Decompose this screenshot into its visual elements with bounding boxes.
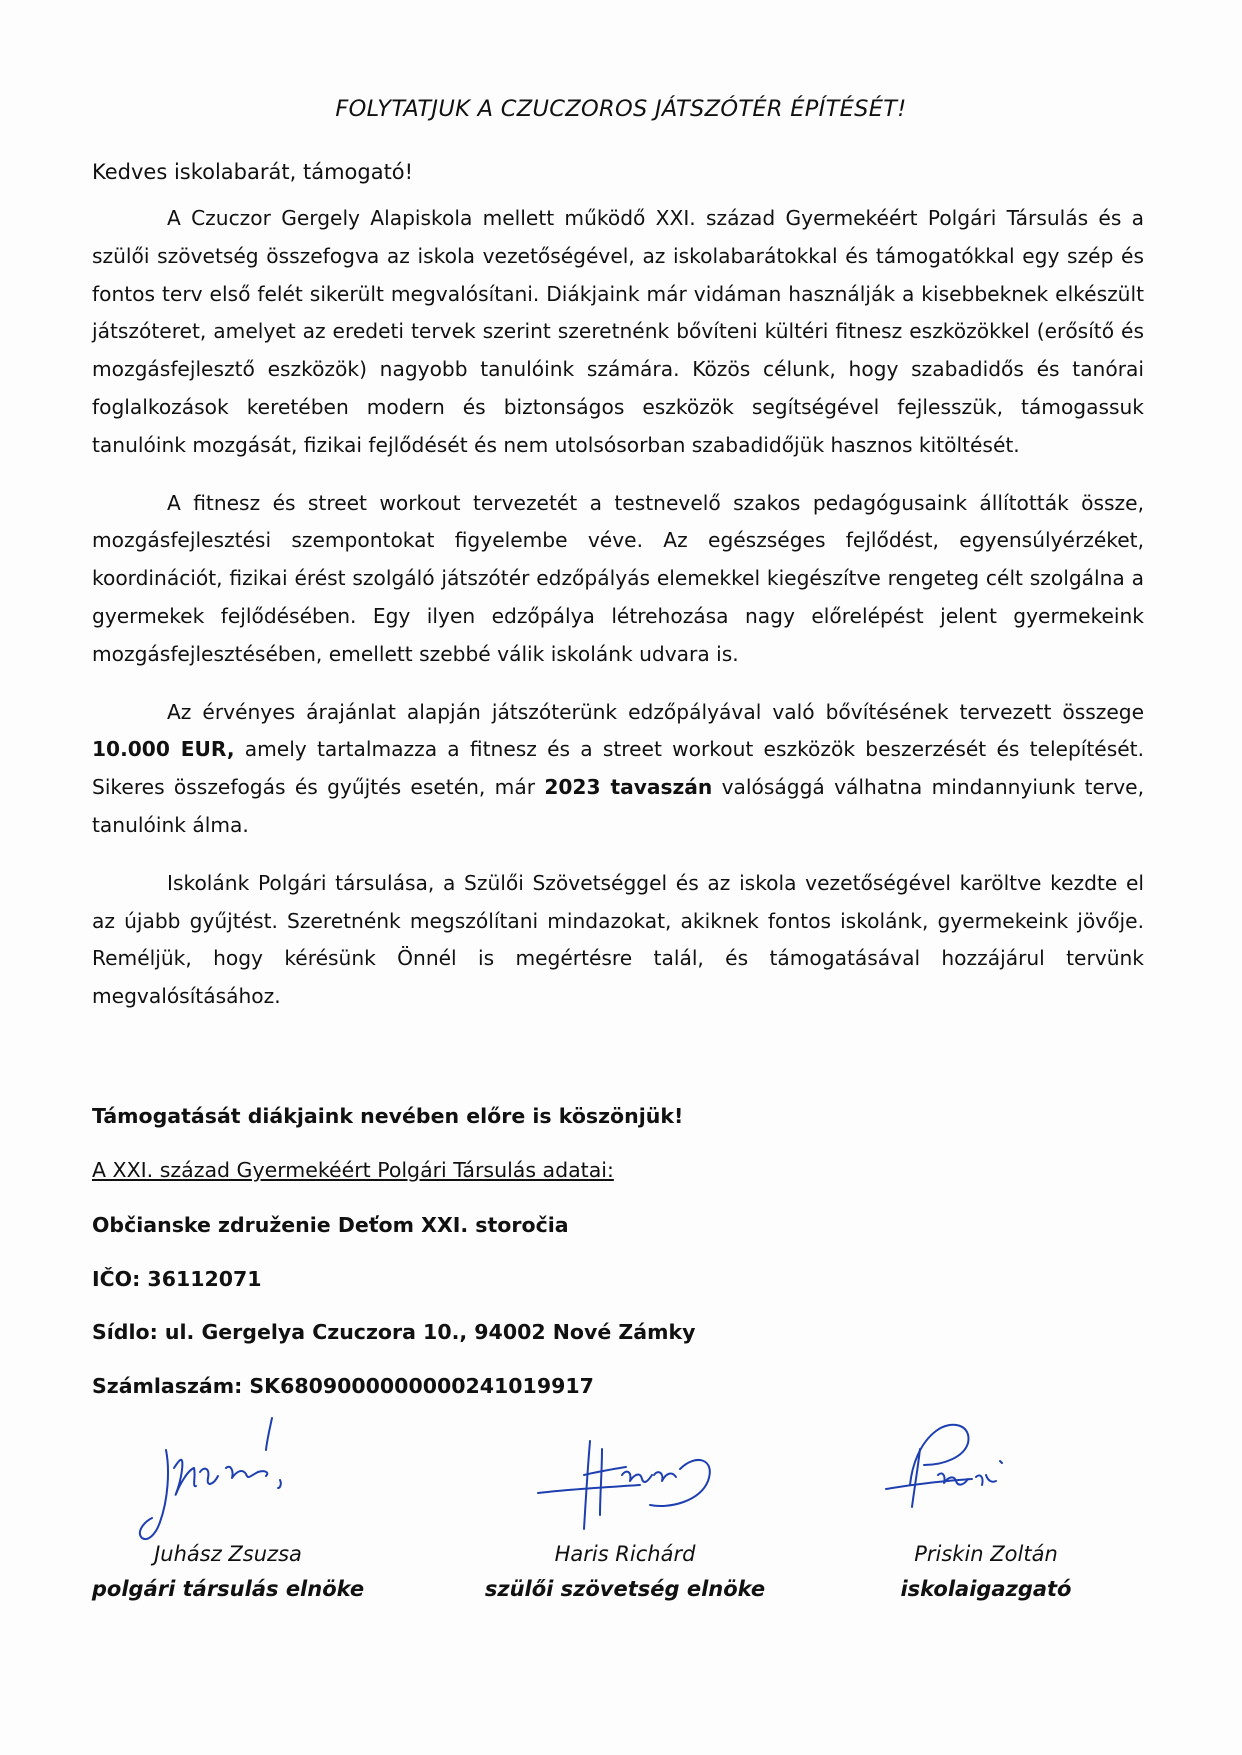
- paragraph-3-text-c: valósággá válhatna mindannyiunk terve, tanulóink álma.: [92, 775, 1144, 837]
- paragraph-3-text-a: Az érvényes árajánlat alapján játszóterünk edzőpályával való bővítésének tervezett összege: [167, 699, 1144, 724]
- org-ico: IČO: 36112071: [92, 1267, 262, 1291]
- org-heading: A XXI. század Gyermekéért Polgári Társulás adatai:: [92, 1158, 614, 1182]
- signatory-3: [866, 1537, 1106, 1607]
- signatory-2-name: Haris Richárd: [554, 1542, 696, 1566]
- signature-3-image: [880, 1415, 1030, 1525]
- target-date: 2023 tavaszán: [544, 775, 713, 800]
- org-account: Számlaszám: SK6809000000000241019917: [92, 1374, 594, 1398]
- signatory-3-name: Priskin Zoltán: [914, 1542, 1058, 1566]
- signatory-1-name: Juhász Zsuzsa: [154, 1542, 302, 1566]
- signatory-2-role: szülői szövetség elnöke: [484, 1577, 766, 1601]
- salutation: Kedves iskolabarát, támogató!: [92, 160, 414, 184]
- paragraph-2: A fitnesz és street workout tervezetét a testnevelő szakos pedagógusaink állították össze, mozgásfejlesztési szempontokat figyelembe véve. Az egészséges fejlődést, egyensúlyérzéket, koordinációt, fizikai érést szolgáló játszótér edzőpályás elemekkel kiegészítve rengeteg célt szolgálna a gyermekek fejlődésében. Egy ilyen edzőpálya létrehozása nagy előrelépést jelent gyermekeink mozgásfejlesztésében, emellett szebbé válik iskolánk udvara is.: [92, 490, 1144, 666]
- letter-title: FOLYTATJUK A CZUCZOROS JÁTSZÓTÉR ÉPÍTÉSÉT!: [335, 96, 907, 122]
- paragraph-1: A Czuczor Gergely Alapiskola mellett működő XXI. század Gyermekéért Polgári Társulás és a szülői szövetség összefogva az iskola vezetőségével, az iskolabarátokkal és támogatókkal egy szép és fontos terv első felét sikerült megvalósítani. Diákjaink már vidáman használják a kisebbeknek elkészült játszóteret, amelyet az eredeti tervek szerint szeretnénk bővíteni kültéri fitnesz eszközökkel (erősítő és mozgásfejlesztő eszközök) nagyobb tanulóink számára. Közös célunk, hogy szabadidős és tanórai foglalkozások keretében modern és biztonságos eszközök segítségével fejlesszük, támogassuk tanulóink mozgását, fizikai fejlődését és nem utolsósorban szabadidőjük hasznos kitöltését.: [92, 206, 1144, 457]
- signatory-1: [78, 1537, 378, 1607]
- org-name: Občianske združenie Deťom XXI. storočia: [92, 1213, 569, 1237]
- paragraph-3-text-b: amely tartalmazza a fitnesz és a street workout eszközök beszerzését és telepítését. Sikeres összefogás és gyűjtés esetén, már: [92, 737, 1144, 800]
- signatory-2: [475, 1537, 775, 1607]
- thanks-line: Támogatását diákjaink nevében előre is köszönjük!: [92, 1104, 684, 1128]
- paragraph-4: Iskolánk Polgári társulása, a Szülői Szövetséggel és az iskola vezetőségével karöltve kezdte el az újabb gyűjtést. Szeretnénk megszólítani mindazokat, akiknek fontos iskolánk, gyermekeink jövője. Reméljük, hogy kérésünk Önnél is megértésre talál, és támogatásával hozzájárul tervünk megvalósításához.: [92, 870, 1144, 1009]
- letter-body: [92, 200, 1144, 1036]
- target-amount: 10.000 EUR,: [92, 737, 235, 762]
- signature-2-image: [530, 1435, 730, 1545]
- org-address: Sídlo: ul. Gergelya Czuczora 10., 94002 Nové Zámky: [92, 1320, 696, 1344]
- paragraph-3: [92, 694, 1144, 845]
- signatory-3-role: iskolaigazgató: [900, 1577, 1072, 1601]
- signatory-1-role: polgári társulás elnöke: [91, 1577, 365, 1601]
